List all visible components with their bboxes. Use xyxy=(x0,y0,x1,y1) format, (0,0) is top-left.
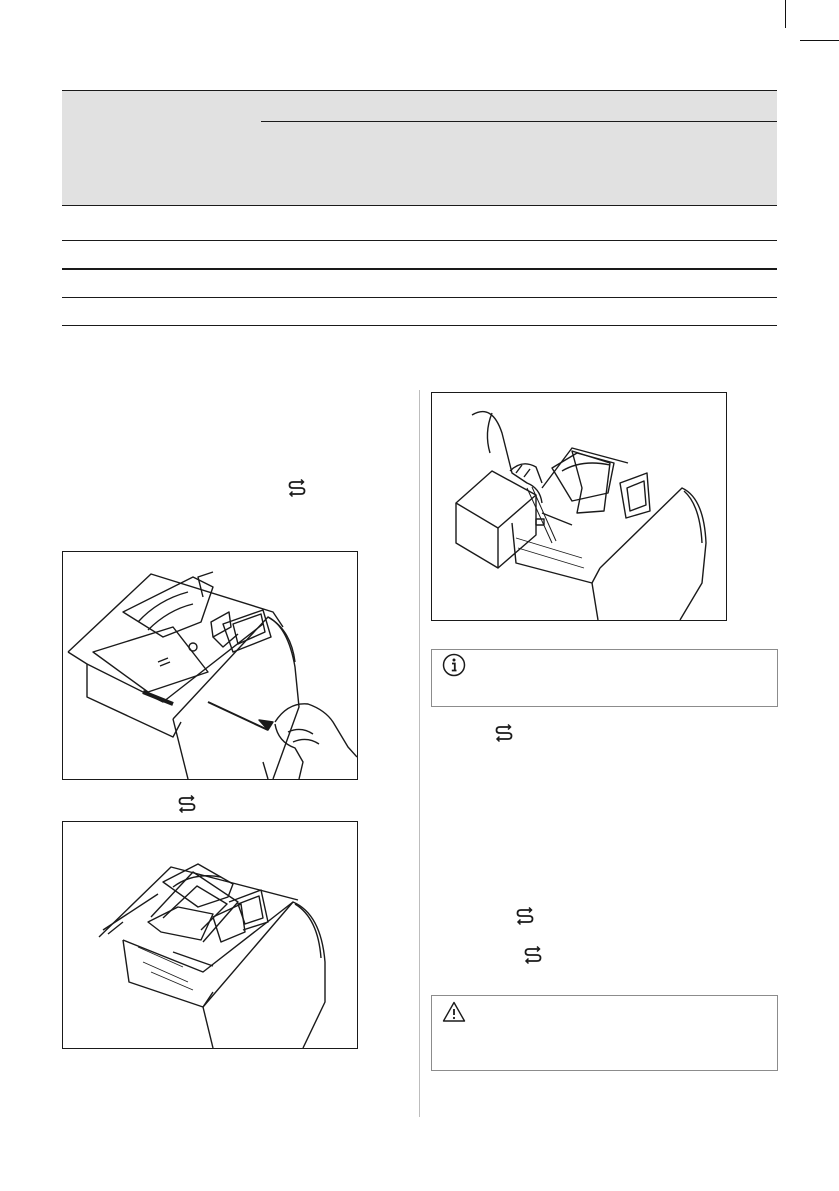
figure-drawer-flap xyxy=(62,821,358,1049)
warning-note-box xyxy=(431,995,778,1071)
figure-drawer-pull xyxy=(62,551,358,780)
table-header xyxy=(62,90,777,206)
warning-triangle-icon xyxy=(442,1000,466,1024)
crop-mark-top-right-horizontal xyxy=(800,40,839,41)
prewash-icon xyxy=(286,477,308,499)
table-header-bottom-rule xyxy=(62,205,777,206)
prewash-icon xyxy=(522,944,544,966)
table-top-rule xyxy=(62,90,777,91)
table-bottom-rule xyxy=(62,325,777,326)
table-row-rule xyxy=(62,240,777,241)
info-note-box xyxy=(431,649,778,707)
prewash-icon xyxy=(493,722,515,744)
table-row-rule xyxy=(62,268,777,270)
crop-mark-top-right-vertical xyxy=(785,0,786,28)
prewash-icon xyxy=(176,793,198,815)
column-divider xyxy=(419,390,420,1117)
table-subheader-rule xyxy=(261,121,777,122)
table-row-rule xyxy=(62,297,777,298)
figure-detergent-pour xyxy=(431,392,727,621)
information-icon xyxy=(442,653,466,677)
prewash-icon xyxy=(514,905,536,927)
